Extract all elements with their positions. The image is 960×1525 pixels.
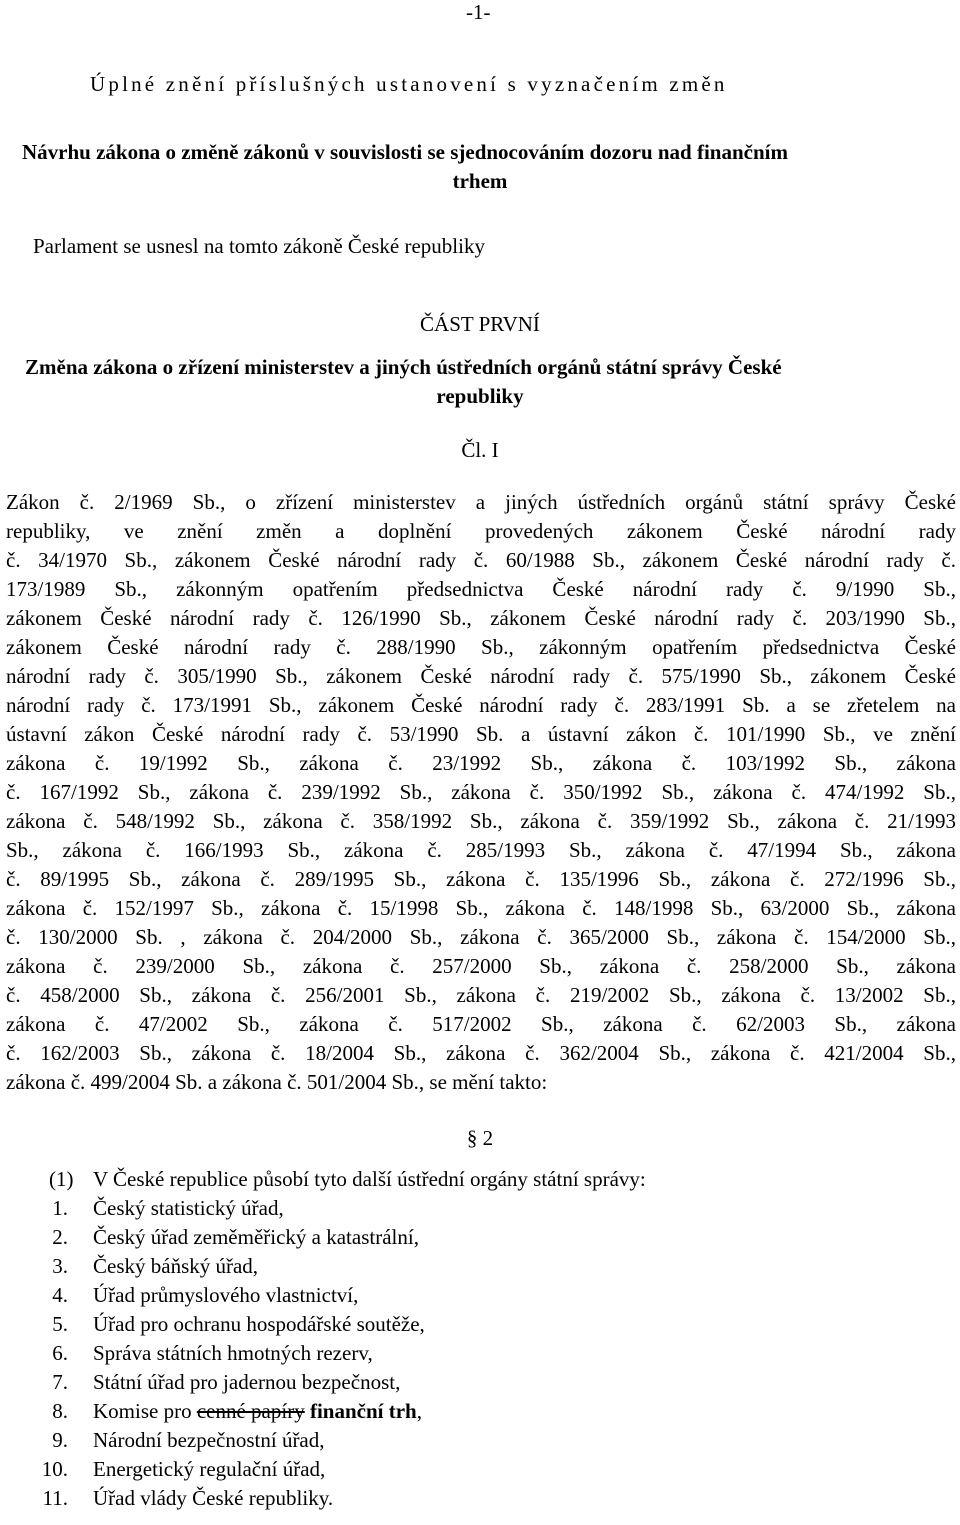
list-item-text bbox=[93, 1399, 422, 1424]
list-item-number: 1. bbox=[52, 1196, 68, 1220]
deleted-text: cenné papíry bbox=[196, 1399, 305, 1423]
list-item-number: 5. bbox=[52, 1312, 68, 1336]
part-subtitle-line-2: republiky bbox=[436, 384, 524, 408]
list-item-number: 6. bbox=[52, 1341, 68, 1365]
list-item-number: 8. bbox=[52, 1399, 68, 1423]
body-line: zákona č. 548/1992 Sb., zákona č. 358/1992 Sb., zákona č. 359/1992 Sb., zákona č. 21/1993 bbox=[6, 809, 956, 833]
body-line: zákonem České národní rady č. 126/1990 Sb., zákonem České národní rady č. 203/1990 Sb., bbox=[6, 606, 956, 630]
list-item-text: Český statistický úřad, bbox=[93, 1196, 284, 1220]
body-line: národní rady č. 305/1990 Sb., zákonem České národní rady č. 575/1990 Sb., zákonem České bbox=[6, 664, 956, 688]
list-item-text: Státní úřad pro jadernou bezpečnost, bbox=[93, 1370, 401, 1394]
part-title: ČÁST PRVNÍ bbox=[420, 312, 540, 336]
bill-title-line-1: Návrhu zákona o změně zákonů v souvislosti se sjednocováním dozoru nad finančním bbox=[22, 140, 788, 164]
paragraph-label: (1) bbox=[49, 1167, 74, 1191]
body-line: č. 89/1995 Sb., zákona č. 289/1995 Sb., zákona č. 135/1996 Sb., zákona č. 272/1996 Sb., bbox=[6, 867, 956, 891]
body-line: č. 130/2000 Sb. , zákona č. 204/2000 Sb., zákona č. 365/2000 Sb., zákona č. 154/2000 Sb., bbox=[6, 925, 956, 949]
list-item-text: Úřad průmyslového vlastnictví, bbox=[93, 1283, 359, 1307]
list-item-number: 7. bbox=[52, 1370, 68, 1394]
body-line: č. 162/2003 Sb., zákona č. 18/2004 Sb., zákona č. 362/2004 Sb., zákona č. 421/2004 Sb., bbox=[6, 1041, 956, 1065]
list-item-number: 3. bbox=[52, 1254, 68, 1278]
document-heading: Úplné znění příslušných ustanovení s vyznačením změn bbox=[90, 72, 728, 96]
body-line: 173/1989 Sb., zákonným opatřením předsednictva České národní rady č. 9/1990 Sb., bbox=[6, 577, 956, 601]
list-item-number: 11. bbox=[42, 1486, 68, 1510]
body-line: národní rady č. 173/1991 Sb., zákonem České národní rady č. 283/1991 Sb. a se zřetelem na bbox=[6, 693, 956, 717]
list-item-text: Český báňský úřad, bbox=[93, 1254, 259, 1278]
body-line: Zákon č. 2/1969 Sb., o zřízení ministerstev a jiných ústředních orgánů státní správy České bbox=[6, 490, 956, 514]
list-item-text-suffix: , bbox=[416, 1399, 422, 1423]
part-subtitle-line-1: Změna zákona o zřízení ministerstev a jiných ústředních orgánů státní správy České bbox=[25, 355, 782, 379]
paragraph-text: V České republice působí tyto další ústřední orgány státní správy: bbox=[93, 1167, 646, 1191]
body-line: zákonem České národní rady č. 288/1990 Sb., zákonným opatřením předsednictva České bbox=[6, 635, 956, 659]
body-line: zákona č. 47/2002 Sb., zákona č. 517/2002 Sb., zákona č. 62/2003 Sb., zákona bbox=[6, 1012, 956, 1036]
body-line: Sb., zákona č. 166/1993 Sb., zákona č. 285/1993 Sb., zákona č. 47/1994 Sb., zákona bbox=[6, 838, 956, 862]
page-number: -1- bbox=[466, 0, 491, 24]
body-line: zákona č. 19/1992 Sb., zákona č. 23/1992 Sb., zákona č. 103/1992 Sb., zákona bbox=[6, 751, 956, 775]
body-line: zákona č. 239/2000 Sb., zákona č. 257/2000 Sb., zákona č. 258/2000 Sb., zákona bbox=[6, 954, 956, 978]
section-mark: § 2 bbox=[466, 1126, 494, 1150]
body-line: ústavní zákon České národní rady č. 53/1990 Sb. a ústavní zákon č. 101/1990 Sb., ve znění bbox=[6, 722, 956, 746]
list-item-text: Úřad pro ochranu hospodářské soutěže, bbox=[93, 1312, 425, 1336]
body-line: č. 34/1970 Sb., zákonem České národní rady č. 60/1988 Sb., zákonem České národní rady č. bbox=[6, 548, 956, 572]
bill-title-line-2: trhem bbox=[452, 169, 508, 193]
list-item-number: 10. bbox=[41, 1457, 68, 1481]
list-item-text: Energetický regulační úřad, bbox=[93, 1457, 326, 1481]
list-item-text: Český úřad zeměměřický a katastrální, bbox=[93, 1225, 419, 1249]
inserted-text: finanční trh bbox=[309, 1399, 417, 1423]
list-item-number: 9. bbox=[52, 1428, 68, 1452]
body-line: č. 167/1992 Sb., zákona č. 239/1992 Sb., zákona č. 350/1992 Sb., zákona č. 474/1992 Sb., bbox=[6, 780, 956, 804]
body-line: zákona č. 152/1997 Sb., zákona č. 15/1998 Sb., zákona č. 148/1998 Sb., 63/2000 Sb., zákona bbox=[6, 896, 956, 920]
article-number: Čl. I bbox=[461, 438, 499, 462]
list-item-text: Správa státních hmotných rezerv, bbox=[93, 1341, 373, 1365]
list-item-text-prefix: Komise pro bbox=[93, 1399, 197, 1423]
list-item-text: Úřad vlády České republiky. bbox=[93, 1486, 334, 1510]
preamble: Parlament se usnesl na tomto zákoně České republiky bbox=[33, 234, 485, 258]
body-line: zákona č. 499/2004 Sb. a zákona č. 501/2004 Sb., se mění takto: bbox=[6, 1070, 548, 1094]
list-item-text: Národní bezpečnostní úřad, bbox=[93, 1428, 325, 1452]
body-line: republiky, ve znění změn a doplnění provedených zákonem České národní rady bbox=[6, 519, 956, 543]
list-item-number: 4. bbox=[52, 1283, 68, 1307]
list-item-number: 2. bbox=[52, 1225, 68, 1249]
body-line: č. 458/2000 Sb., zákona č. 256/2001 Sb., zákona č. 219/2002 Sb., zákona č. 13/2002 Sb., bbox=[6, 983, 956, 1007]
